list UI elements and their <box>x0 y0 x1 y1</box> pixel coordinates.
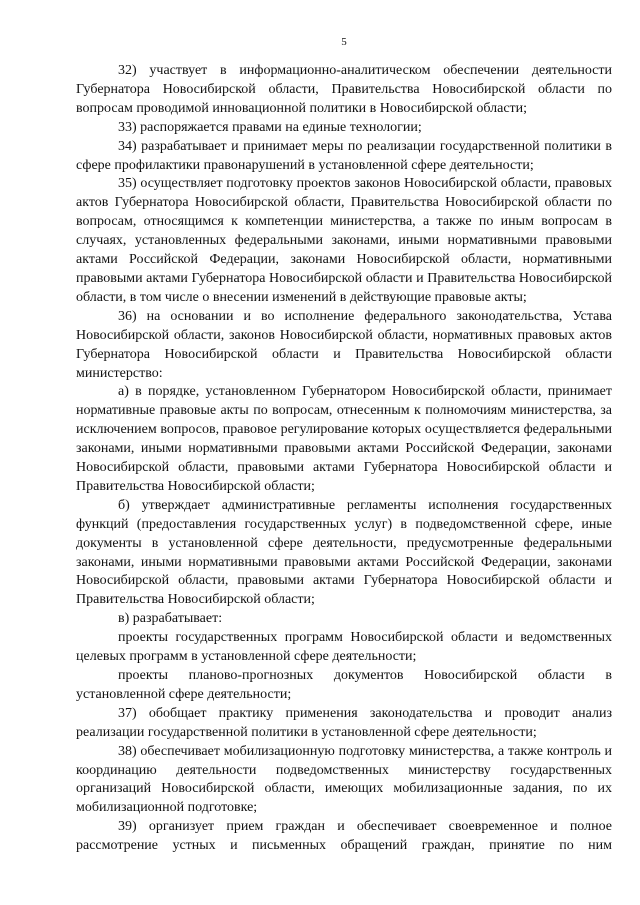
paragraph-36-v-programs: проекты государственных программ Новосибирской области и ведомственных целевых программ в установленной сфере деятельности; <box>76 630 612 665</box>
paragraph-33: 33) распоряжается правами на единые технологии; <box>118 119 422 135</box>
paragraph-36-b: б) утверждает административные регламенты исполнения государственных функций (предоставления государственных услуг) в подведомственной сфере, иные документы в установленной сфере деятельности, предусмотренные федеральными законами, иными нормативными правовыми актами Российской Федерации, законами Новосибирской области, правовыми актами Губернатора Новосибирской области и Правительства Новосибирской области; <box>76 497 612 608</box>
page-number: 5 <box>341 36 347 48</box>
paragraph-38: 38) обеспечивает мобилизационную подготовку министерства, а также контроль и координацию деятельности подведомственных министерству государственных организаций Новосибирской области, имеющих мобилизационные задания, по их мобилизационной подготовке; <box>76 743 612 816</box>
paragraph-36-v: в) разрабатывает: <box>118 611 223 627</box>
paragraph-32: 32) участвует в информационно-аналитическом обеспечении деятельности Губернатора Новосибирской области, Правительства Новосибирской области по вопросам проводимой инновационной политики в Новосибирской области; <box>76 63 612 116</box>
paragraph-36-v-forecasts: проекты планово-прогнозных документов Новосибирской области в установленной сфере деятельности; <box>76 668 612 702</box>
paragraph-35: 35) осуществляет подготовку проектов законов Новосибирской области, правовых актов Губернатора Новосибирской области, Правительства Новосибирской области по вопросам, относящимся к компетенции министерства, а также по иным вопросам в случаях, установленных федеральными законами, иными нормативными правовыми актами Российской Федерации, законами Новосибирской области, нормативными правовыми актами Губернатора Новосибирской области и Правительства Новосибирской области, в том числе о внесении изменений в действующие правовые акты; <box>76 176 612 305</box>
paragraph-34: 34) разрабатывает и принимает меры по реализации государственной политики в сфере профилактики правонарушений в установленной сфере деятельности; <box>76 138 612 173</box>
paragraph-39: 39) организует прием граждан и обеспечивает своевременное и полное рассмотрение устных и письменных обращений граждан, принятие по ним <box>76 819 612 854</box>
paragraph-36-a: а) в порядке, установленном Губернатором Новосибирской области, принимает нормативные правовые акты по вопросам, отнесенным к полномочиям министерства, за исключением вопросов, правовое регулирование которых осуществляется федеральными законами, иными нормативными правовыми актами Российской Федерации, законами Новосибирской области, правовыми актами Губернатора Новосибирской области и Правительства Новосибирской области; <box>76 384 612 494</box>
paragraph-36: 36) на основании и во исполнение федерального законодательства, Устава Новосибирской области, законов Новосибирской области, нормативных правовых актов Губернатора Новосибирской области и Правительства Новосибирской области министерство: <box>76 308 612 381</box>
paragraph-37: 37) обобщает практику применения законодательства и проводит анализ реализации государственной политики в установленной сфере деятельности; <box>76 705 612 740</box>
